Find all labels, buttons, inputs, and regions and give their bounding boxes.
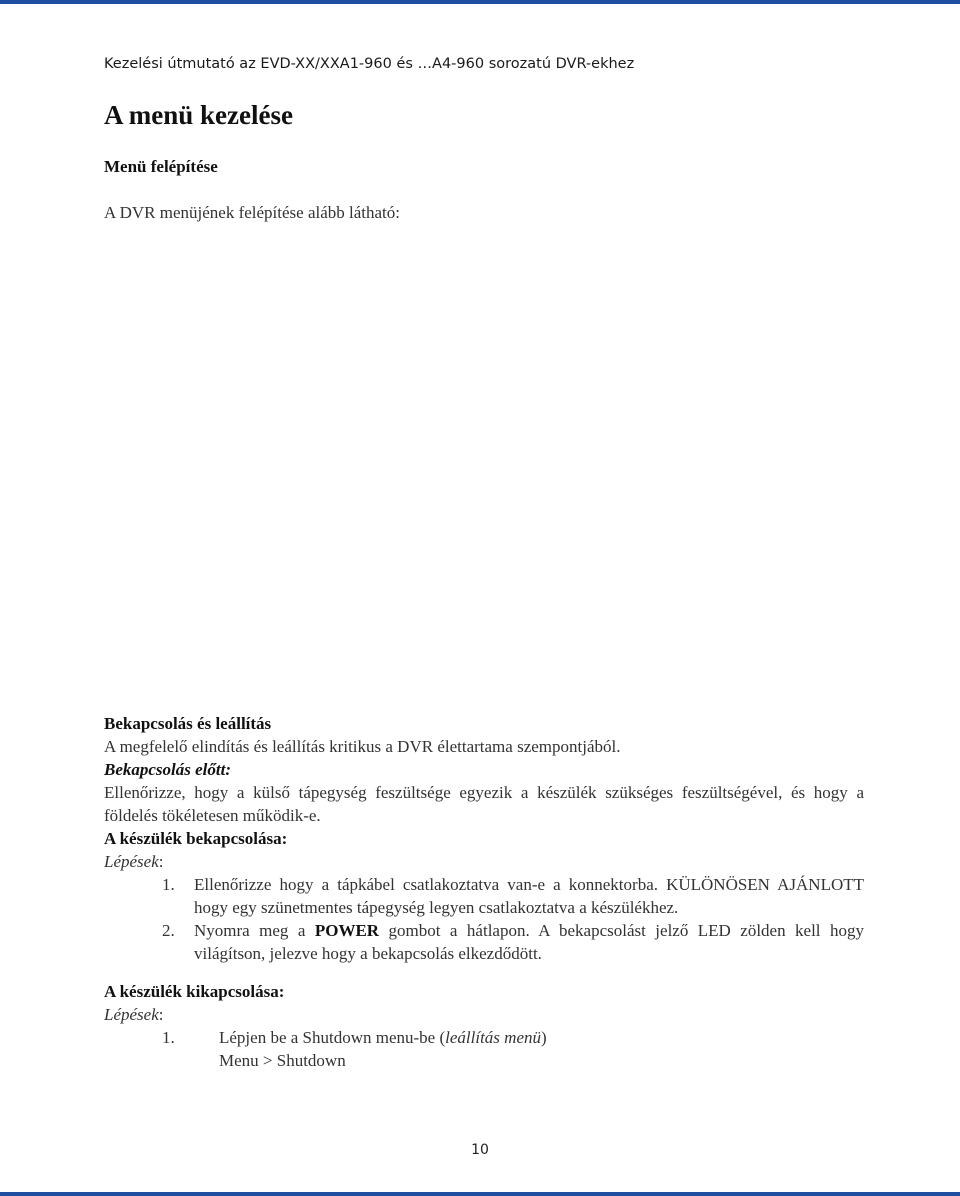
menu-path: Menu > Shutdown <box>219 1051 346 1070</box>
power-button-name: POWER <box>314 921 380 940</box>
menu-structure-figure-area <box>104 240 864 695</box>
steps-colon: : <box>158 1005 164 1024</box>
step-text-after: gombot a hátlapon. A bekapcsolást jelző LED zölden kell hogy világítson, jelezve hogy a bekapcsolás elkezdődött. <box>194 921 864 963</box>
running-header: Kezelési útmutató az EVD-XX/XXA1-960 és …A4-960 sorozatú DVR-ekhez <box>104 56 635 72</box>
power-section <box>104 712 864 1072</box>
power-off-heading: A készülék kikapcsolása: <box>104 982 285 1001</box>
power-on-steps <box>104 873 864 965</box>
step-number: 1. <box>162 875 175 894</box>
steps-colon: : <box>158 852 164 871</box>
step-text-before: Nyomra meg a <box>194 921 315 940</box>
step-number: 1. <box>162 1028 175 1047</box>
power-on-heading: A készülék bekapcsolása: <box>104 829 288 848</box>
bottom-accent-bar <box>0 1192 960 1196</box>
step-text: Ellenőrizze hogy a tápkábel csatlakoztatva van-e a konnektorba. KÜLÖNÖSEN AJÁNLOTT hogy egy szünetmentes tápegység legyen csatlakoztatva a készülékhez. <box>194 875 864 917</box>
step-text-before: Lépjen be a Shutdown menu-be ( <box>219 1028 446 1047</box>
list-item <box>104 873 864 919</box>
before-power-heading: Bekapcsolás előtt: <box>104 760 232 779</box>
steps-label: Lépések <box>104 852 159 871</box>
step-text-after: ) <box>541 1028 547 1047</box>
list-item <box>104 919 864 965</box>
top-accent-bar <box>0 0 960 4</box>
menu-structure-heading: Menü felépítése <box>104 157 218 176</box>
power-off-steps <box>104 1026 864 1072</box>
list-item <box>104 1026 864 1072</box>
step-number: 2. <box>162 921 175 940</box>
power-off-steps-label <box>104 1003 864 1026</box>
power-on-steps-label <box>104 850 864 873</box>
power-heading: Bekapcsolás és leállítás <box>104 714 272 733</box>
steps-label: Lépések <box>104 1005 159 1024</box>
page-title: A menü kezelése <box>104 100 293 130</box>
page-number: 10 <box>471 1142 489 1158</box>
menu-structure-intro: A DVR menüjének felépítése alább látható: <box>104 203 400 222</box>
shutdown-menu-hu: leállítás menü <box>445 1028 541 1047</box>
before-power-text: Ellenőrizze, hogy a külső tápegység feszültsége egyezik a készülék szükséges feszültségével, és hogy a földelés tökéletesen működik-e. <box>104 783 864 825</box>
power-intro: A megfelelő elindítás és leállítás kritikus a DVR élettartama szempontjából. <box>104 737 621 756</box>
